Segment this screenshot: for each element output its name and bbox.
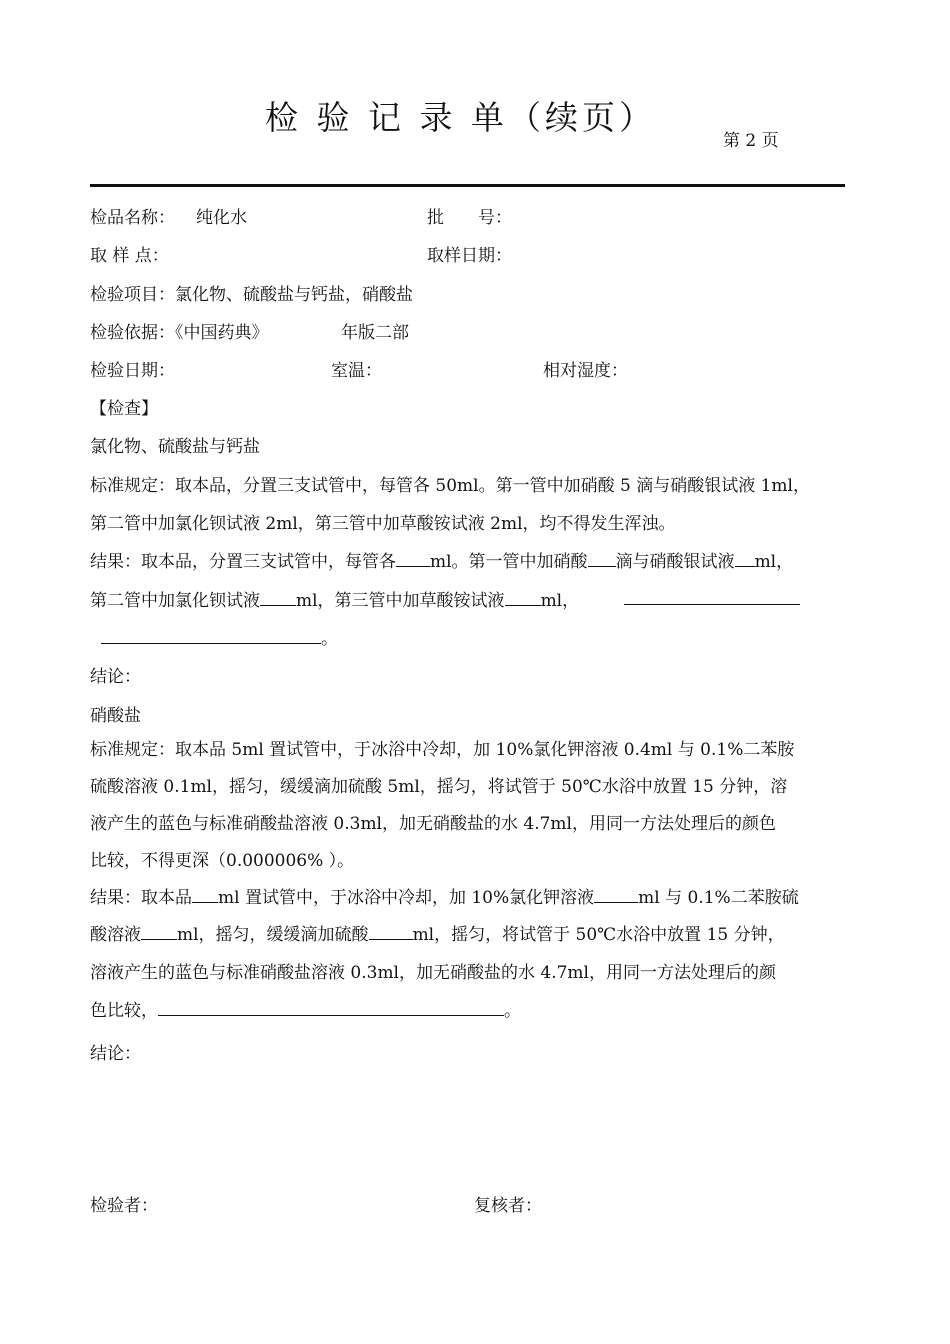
inspector-label: 检验者： bbox=[90, 1196, 158, 1216]
observation-blank-2[interactable] bbox=[101, 643, 321, 644]
sulfuric-acid-volume-blank[interactable] bbox=[369, 922, 413, 940]
section2-standard-line3: 液产生的蓝色与标准硝酸盐溶液 0.3ml，加无硝酸盐的水 4.7ml，用同一方法处理后的颜色 bbox=[90, 814, 776, 834]
test-items: 检验项目：氯化物、硫酸盐与钙盐，硝酸盐 bbox=[90, 285, 413, 305]
result-text: ml 置试管中，于冰浴中冷却，加 10%氯化钾溶液 bbox=[218, 888, 595, 908]
section-heading: 【检查】 bbox=[90, 399, 158, 419]
section2-result-line1 bbox=[90, 883, 799, 908]
sampling-date-label: 取样日期： bbox=[427, 246, 512, 266]
section2-standard-line4: 比较，不得更深（0.000006% ）。 bbox=[90, 851, 355, 871]
section2-result-line2 bbox=[90, 920, 785, 945]
result-text: 第二管中加氯化钡试液 bbox=[90, 591, 260, 611]
section2-standard-line1: 标准规定：取本品 5ml 置试管中，于冰浴中冷却，加 10%氯化钾溶液 0.4ml 与 0.1%二苯胺 bbox=[90, 740, 795, 760]
sampling-point-label: 取 样 点： bbox=[90, 246, 169, 266]
sentence-end: 。 bbox=[321, 629, 338, 649]
section2-standard-line2: 硫酸溶液 0.1ml，摇匀，缓缓滴加硫酸 5ml，摇匀，将试管于 50℃水浴中放置 15 分钟，溶 bbox=[90, 777, 788, 797]
section1-conclusion-label: 结论： bbox=[90, 667, 141, 687]
header-rule bbox=[90, 184, 845, 187]
section2-subtitle: 硝酸盐 bbox=[90, 706, 141, 726]
result-text: 色比较， bbox=[90, 1001, 158, 1021]
test-basis-prefix: 检验依据：《中国药典》 bbox=[90, 323, 269, 343]
test-basis-suffix: 年版二部 bbox=[341, 323, 409, 343]
page-number: 第 2 页 bbox=[723, 131, 779, 151]
section1-subtitle: 氯化物、硫酸盐与钙盐 bbox=[90, 437, 260, 457]
volume-blank[interactable] bbox=[396, 549, 430, 567]
section2-conclusion-label: 结论： bbox=[90, 1044, 141, 1064]
barium-chloride-blank[interactable] bbox=[260, 588, 296, 606]
result-text: ml。第一管中加硝酸 bbox=[430, 552, 588, 572]
sample-volume-blank[interactable] bbox=[192, 885, 218, 903]
result-text: ml， bbox=[754, 552, 794, 572]
test-date-label: 检验日期： bbox=[90, 361, 175, 381]
result-text: 。 bbox=[504, 1001, 521, 1021]
silver-nitrate-blank[interactable] bbox=[735, 549, 755, 567]
result-text: 酸溶液 bbox=[90, 925, 141, 945]
ammonium-oxalate-blank[interactable] bbox=[505, 588, 541, 606]
section2-result-line4 bbox=[90, 996, 521, 1021]
result-text: ml，摇匀，缓缓滴加硫酸 bbox=[177, 925, 369, 945]
section1-result-line1 bbox=[90, 547, 793, 572]
section1-result-line2 bbox=[90, 586, 579, 611]
result-text: ml，第三管中加草酸铵试液 bbox=[296, 591, 505, 611]
result-text: 结果：取本品 bbox=[90, 888, 192, 908]
result-text: ml， bbox=[540, 591, 580, 611]
diphenylamine-volume-blank[interactable] bbox=[141, 922, 177, 940]
result-text: ml 与 0.1%二苯胺硫 bbox=[638, 888, 799, 908]
section1-standard-line1: 标准规定：取本品，分置三支试管中，每管各 50ml。第一管中加硝酸 5 滴与硝酸银试液 1ml， bbox=[90, 476, 810, 496]
reviewer-label: 复核者： bbox=[474, 1196, 542, 1216]
batch-label: 批 号： bbox=[427, 208, 512, 228]
kcl-volume-blank[interactable] bbox=[594, 885, 638, 903]
section1-standard-line2: 第二管中加氯化钡试液 2ml，第三管中加草酸铵试液 2ml，均不得发生浑浊。 bbox=[90, 514, 676, 534]
color-comparison-blank[interactable] bbox=[158, 998, 504, 1016]
sample-name-value: 纯化水 bbox=[196, 208, 247, 228]
sample-name-label: 检品名称： bbox=[90, 208, 175, 228]
result-text: 滴与硝酸银试液 bbox=[615, 552, 735, 572]
page-title: 检 验 记 录 单（续页） bbox=[265, 98, 656, 137]
observation-blank-1[interactable] bbox=[624, 604, 800, 605]
humidity-label: 相对湿度： bbox=[543, 361, 628, 381]
room-temp-label: 室温： bbox=[331, 361, 382, 381]
section2-result-line3: 溶液产生的蓝色与标准硝酸盐溶液 0.3ml，加无硝酸盐的水 4.7ml，用同一方法处理后的颜 bbox=[90, 963, 776, 983]
result-text: ml，摇匀，将试管于 50℃水浴中放置 15 分钟， bbox=[412, 925, 785, 945]
result-text: 结果：取本品，分置三支试管中，每管各 bbox=[90, 552, 396, 572]
drops-blank[interactable] bbox=[588, 549, 616, 567]
